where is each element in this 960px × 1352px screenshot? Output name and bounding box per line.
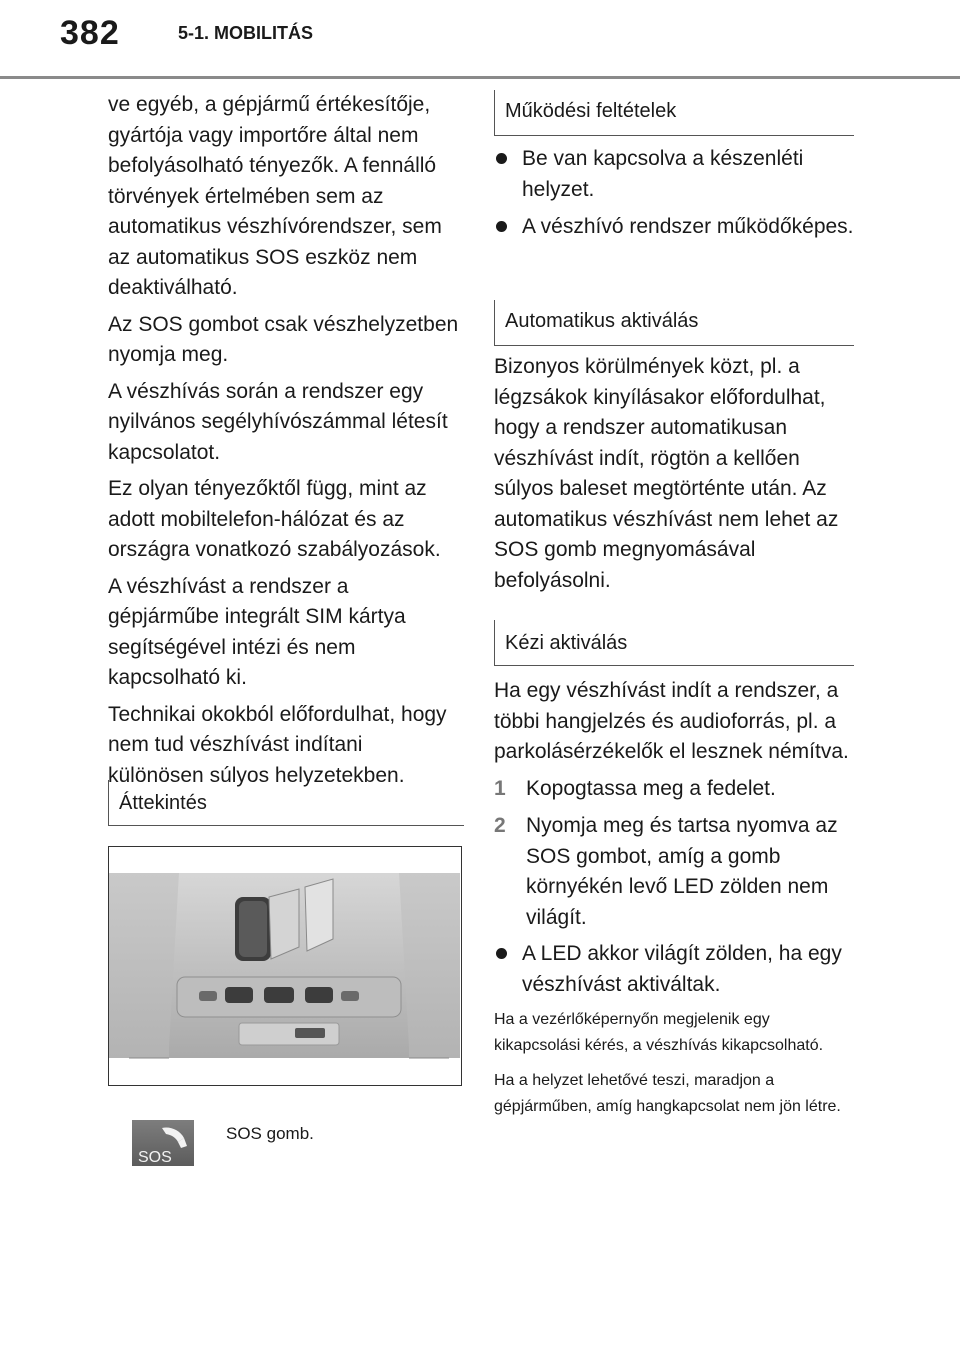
step-text: Kopogtassa meg a fedelet. [526, 776, 776, 800]
list-item [494, 939, 852, 1000]
conditions-list [494, 144, 854, 250]
bullet-icon [496, 153, 507, 164]
paragraph: Technikai okokból előfordulhat, hogy nem tud vészhívást indítani különösen súlyos helyzetekben. [108, 702, 447, 787]
step-item [494, 811, 852, 933]
overhead-console-figure [108, 846, 462, 1086]
step-item [494, 774, 852, 805]
auto-activation-heading-text: Automatikus aktiválás [505, 310, 699, 332]
list-item [494, 212, 854, 243]
auto-activation-text [494, 352, 852, 602]
manual-activation-heading [494, 620, 854, 666]
manual-activation-content [494, 676, 852, 1129]
list-item-text: A vészhívó rendszer működőképes. [522, 215, 854, 238]
left-column [108, 90, 460, 797]
sos-icon [132, 1120, 194, 1166]
step-number: 1 [494, 776, 506, 800]
overhead-console-illustration [109, 847, 460, 1084]
auto-activation-heading [494, 300, 854, 346]
phone-icon [132, 1120, 194, 1166]
overview-heading [108, 780, 464, 826]
paragraph: Az SOS gombot csak vészhelyzetben nyomja meg. [108, 312, 459, 366]
sos-icon-text: SOS [138, 1149, 172, 1166]
steps-list [494, 774, 852, 934]
note-paragraph: Ha a helyzet lehetővé teszi, maradjon a gépjárműben, amíg hangkapcsolat nem jön létre. [494, 1072, 841, 1115]
list-item-text: Be van kapcsolva a készenléti helyzet. [522, 147, 804, 201]
step-number: 2 [494, 814, 506, 837]
page-number: 382 [60, 14, 120, 52]
page-header [0, 0, 960, 80]
paragraph: ve egyéb, a gépjármű értékesítője, gyártója vagy importőre által nem befolyásolható tényezők. A fennálló törvények értelmében sem az automatikus vészhívórendszer, sem az automatikus SOS eszköz nem deaktiválható. [108, 93, 442, 299]
list-item-text: A LED akkor világít zölden, ha egy vészhívást aktiváltak. [522, 942, 842, 996]
header-divider [0, 76, 960, 79]
bullet-icon [496, 221, 507, 232]
manual-activation-heading-text: Kézi aktiválás [505, 632, 628, 654]
bullet-icon [496, 948, 507, 959]
step-text: Nyomja meg és tartsa nyomva az SOS gombot, amíg a gomb környékén levő LED zölden nem világít. [526, 814, 838, 929]
paragraph: A vészhívás során a rendszer egy nyilvános segélyhívószámmal létesít kapcsolatot. [108, 379, 448, 464]
list-item [494, 144, 854, 205]
paragraph: Ha egy vészhívást indít a rendszer, a többi hangjelzés és audioforrás, pl. a parkolásérzékelők el lesznek némítva. [494, 679, 849, 763]
note-paragraph: Ha a vezérlőképernyőn megjelenik egy kikapcsolási kérés, a vészhívás kikapcsolható. [494, 1011, 824, 1054]
figure-caption: SOS gomb. [226, 1124, 314, 1143]
paragraph: Bizonyos körülmények közt, pl. a légzsákok kinyílásakor előfordulhat, hogy a rendszer automatikusan vészhívást indít, rögtön a kellően súlyos baleset megtörténte után. Az automatikus vészhívást nem lehet az SOS gomb megnyomásával befolyásolni. [494, 355, 839, 592]
section-title: 5-1. MOBILITÁS [178, 23, 314, 43]
overview-heading-text: Áttekintés [119, 792, 207, 814]
paragraph: Ez olyan tényezőktől függ, mint az adott mobiltelefon-hálózat és az országra vonatkozó szabályozások. [108, 477, 441, 561]
paragraph: A vészhívást a rendszer a gépjárműbe integrált SIM kártya segítségével intézi és nem kapcsolható ki. [108, 574, 406, 689]
conditions-heading [494, 90, 854, 136]
conditions-heading-text: Működési feltételek [505, 100, 677, 122]
